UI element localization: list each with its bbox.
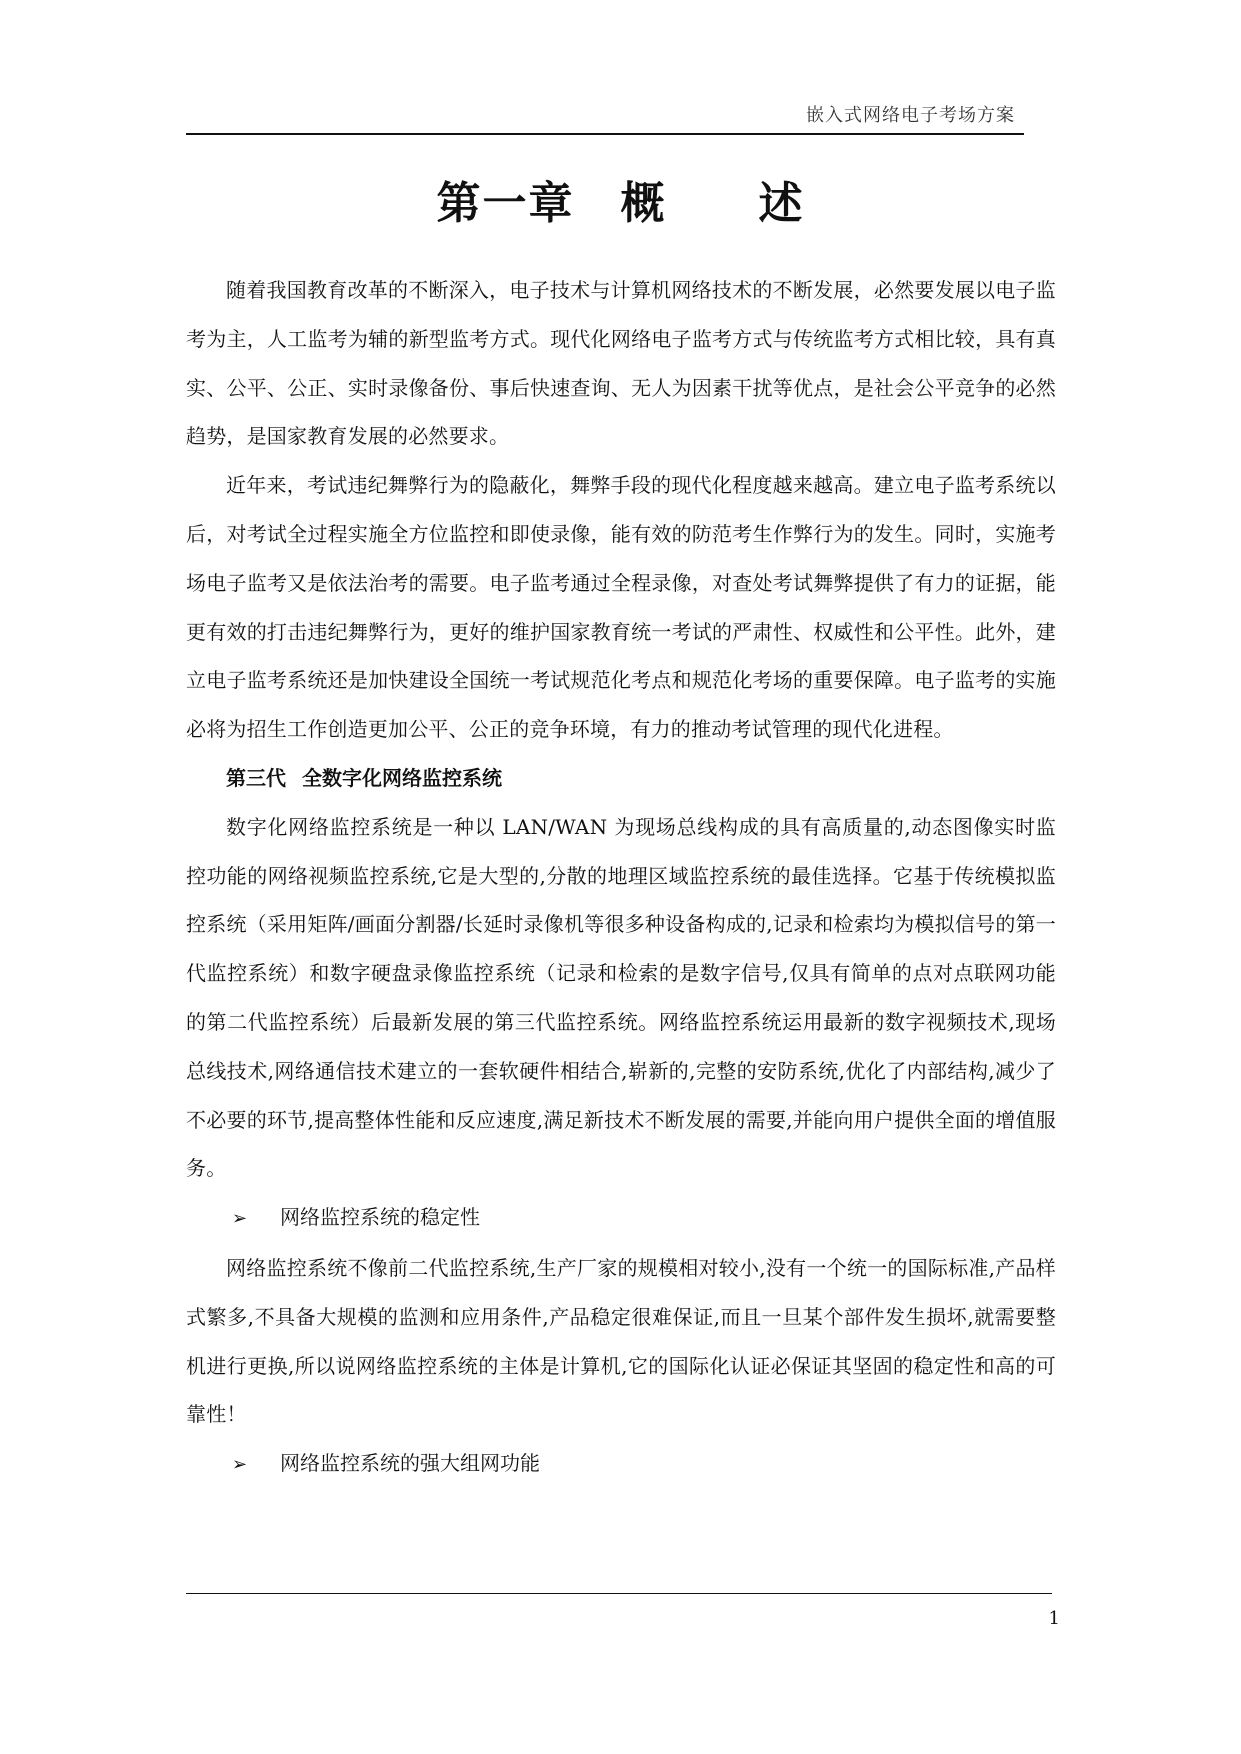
bullet-item	[186, 1439, 1056, 1490]
page-number: 1	[1048, 1608, 1060, 1629]
section-heading-title: 全数字化网络监控系统	[302, 765, 502, 790]
section-heading-label: 第三代	[226, 765, 286, 790]
paragraph-intro: 随着我国教育改革的不断深入，电子技术与计算机网络技术的不断发展，必然要发展以电子监考为主，人工监考为辅的新型监考方式。现代化网络电子监考方式与传统监考方式相比较，具有真实、公平、公正、实时录像备份、事后快速查询、无人为因素干扰等优点，是社会公平竞争的必然趋势，是国家教育发展的必然要求。	[186, 278, 1056, 449]
paragraph-network-system: 数字化网络监控系统是一种以 LAN/WAN 为现场总线构成的具有高质量的,动态图像实时监控功能的网络视频监控系统,它是大型的,分散的地理区域监控系统的最佳选择。它基于传统模拟监控系统（采用矩阵/画面分割器/长延时录像机等很多种设备构成的,记录和检索均为模拟信号的第一代监控系统）和数字硬盘录像监控系统（记录和检索的是数字信号,仅具有简单的点对点联网功能的第二代监控系统）后最新发展的第三代监控系统。网络监控系统运用最新的数字视频技术,现场总线技术,网络通信技术建立的一套软硬件相结合,崭新的,完整的安防系统,优化了内部结构,减少了不必要的环节,提高整体性能和反应速度,满足新技术不断发展的需要,并能向用户提供全面的增值服务。	[186, 814, 1056, 1181]
header-rule	[186, 133, 1024, 135]
bullet-item	[186, 1193, 1056, 1244]
arrow-bullet-icon: ➢	[232, 1208, 248, 1230]
section-heading	[186, 754, 1056, 803]
running-header: 嵌入式网络电子考场方案	[806, 105, 1015, 126]
paragraph-background: 近年来，考试违纪舞弊行为的隐蔽化，舞弊手段的现代化程度越来越高。建立电子监考系统以后，对考试全过程实施全方位监控和即使录像，能有效的防范考生作弊行为的发生。同时，实施考场电子监考又是依法治考的需要。电子监考通过全程录像，对查处考试舞弊提供了有力的证据，能更有效的打击违纪舞弊行为，更好的维护国家教育统一考试的严肃性、权威性和公平性。此外，建立电子监考系统还是加快建设全国统一考试规范化考点和规范化考场的重要保障。电子监考的实施必将为招生工作创造更加公平、公正的竞争环境，有力的推动考试管理的现代化进程。	[186, 473, 1056, 742]
paragraph-stability: 网络监控系统不像前二代监控系统,生产厂家的规模相对较小,没有一个统一的国际标准,产品样式繁多,不具备大规模的监测和应用条件,产品稳定很难保证,而且一旦某个部件发生损坏,就需要整机进行更换,所以说网络监控系统的主体是计算机,它的国际化认证必保证其坚固的稳定性和高的可靠性！	[186, 1255, 1056, 1427]
arrow-bullet-icon: ➢	[232, 1454, 248, 1476]
body-content	[186, 266, 1056, 1490]
chapter-title: 第一章 概 述	[436, 178, 805, 229]
footer-rule	[186, 1593, 1052, 1594]
bullet-text: 网络监控系统的强大组网功能	[280, 1451, 540, 1476]
bullet-text: 网络监控系统的稳定性	[280, 1205, 480, 1230]
